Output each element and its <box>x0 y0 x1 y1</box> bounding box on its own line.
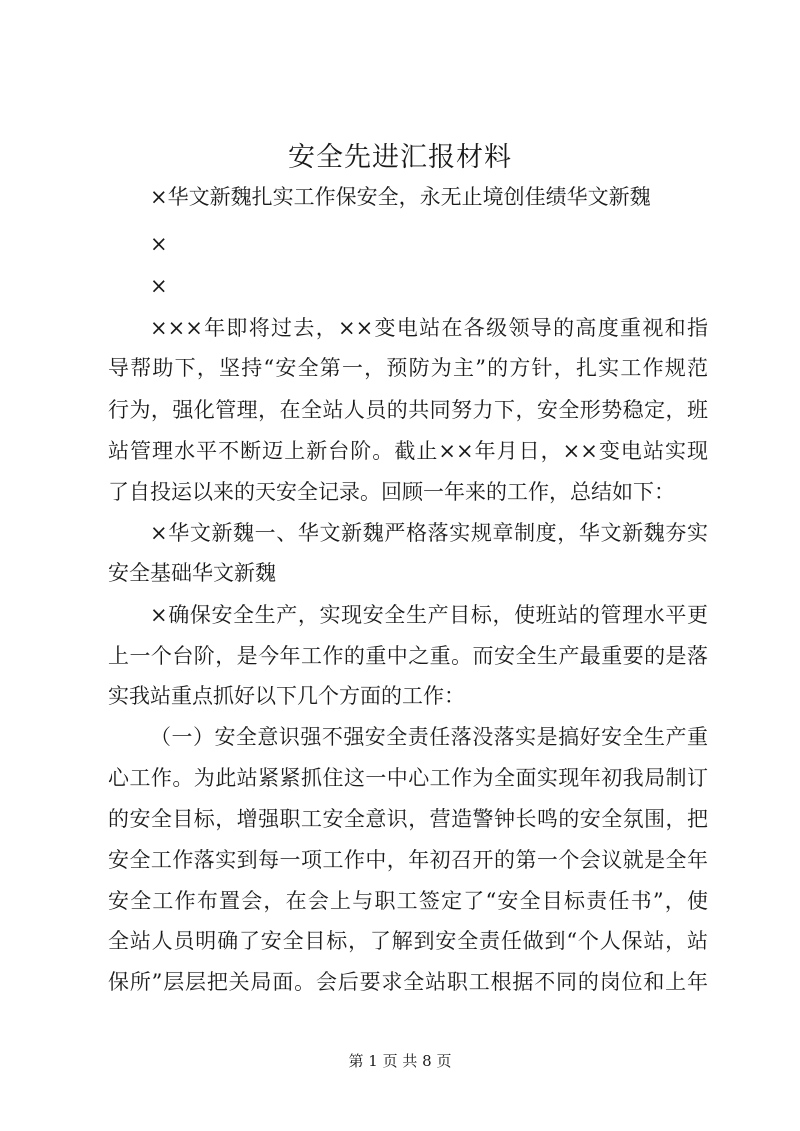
document-title: 安全先进汇报材料 <box>288 142 512 173</box>
text-line: 了自投运以来的天安全记录。回顾一年来的工作，总结如下： <box>108 480 675 504</box>
text-line: 实我站重点抓好以下几个方面的工作： <box>108 684 465 708</box>
text-line: ×华文新魏一、华文新魏严格落实规章制度，华文新魏夯实 <box>150 521 708 545</box>
text-line: 心工作。为此站紧紧抓住这一中心工作为全面实现年初我局制订 <box>108 766 708 790</box>
text-line: 全站人员明确了安全目标，了解到安全责任做到“个人保站，站 <box>108 929 708 953</box>
text-line: × <box>150 274 168 298</box>
text-line: 的安全目标，增强职工安全意识，营造警钟长鸣的安全氛围，把 <box>108 807 708 831</box>
text-line: 站管理水平不断迈上新台阶。截止××年月日，××变电站实现 <box>108 439 708 463</box>
text-line: 保所”层层把关局面。会后要求全站职工根据不同的岗位和上年 <box>108 970 708 994</box>
text-line: × <box>150 232 168 256</box>
text-line: ×华文新魏扎实工作保安全，永无止境创佳绩华文新魏 <box>150 185 651 209</box>
text-line: ×××年即将过去，××变电站在各级领导的高度重视和指 <box>150 316 708 340</box>
text-line: 安全工作布置会，在会上与职工签定了“安全目标责任书”，使 <box>108 889 708 913</box>
text-line: 安全基础华文新魏 <box>108 561 276 585</box>
text-line: 上一个台阶，是今年工作的重中之重。而安全生产最重要的是落 <box>108 644 708 668</box>
text-line: （一）安全意识强不强安全责任落没落实是搞好安全生产重 <box>150 725 708 749</box>
text-line: ×确保安全生产，实现安全生产目标，使班站的管理水平更 <box>150 603 708 627</box>
text-line: 安全工作落实到每一项工作中，年初召开的第一个会议就是全年 <box>108 848 708 872</box>
text-line: 导帮助下，坚持“安全第一，预防为主”的方针，扎实工作规范 <box>108 356 708 380</box>
text-line: 行为，强化管理，在全站人员的共同努力下，安全形势稳定，班 <box>108 398 708 422</box>
page-footer: 第 1 页 共 8 页 <box>348 1052 452 1070</box>
